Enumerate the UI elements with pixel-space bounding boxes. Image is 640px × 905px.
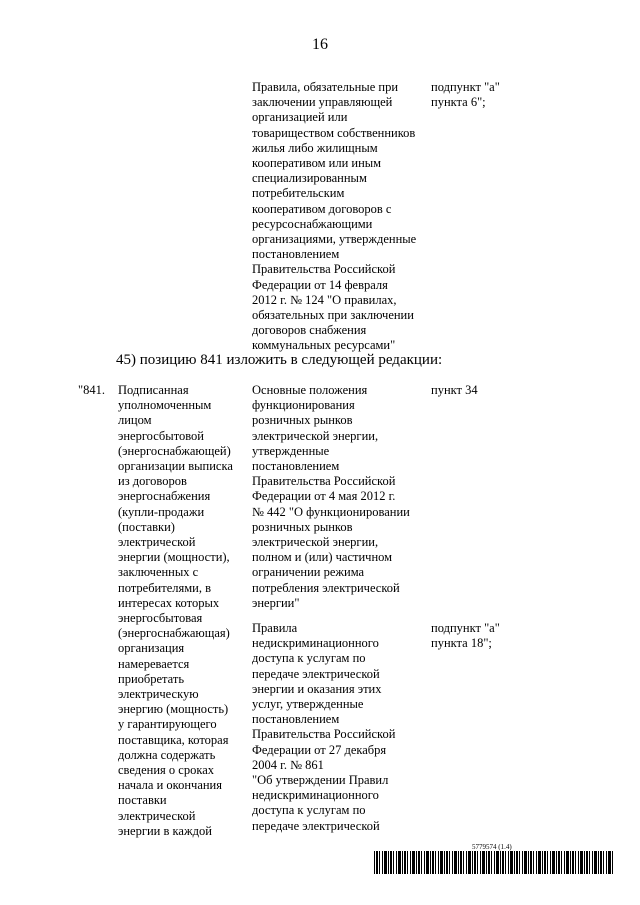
position-number: "841. xyxy=(78,383,105,397)
act-text-2: Правила недискриминационного доступа к услугам по передаче электрической энергии и оказания этих услуг, утвержденные постановлением Правительства Российской Федерации от 27 декабря 2004 г. № 861 "Об утверждении Правил недискриминационного доступа к услугам по передаче электрической xyxy=(252,621,396,833)
document-code: 5779574 (1.4) xyxy=(472,843,512,851)
reference-1: пункт 34 xyxy=(431,383,478,397)
top-reference: подпункт "а" пункта 6"; xyxy=(431,80,500,110)
top-act-text: Правила, обязательные при заключении управляющей организацией или товариществом собственников жилья либо жилищным кооперативом или иным специализированным потребительским кооперативом договоров с ресурсоснабжающими организациями, утвержденные постановлением Правительства Российской Федерации от 14 февраля 2012 г. № 124 "О правилах, обязательных при заключении договоров снабжения коммунальных ресурсами" xyxy=(252,80,417,353)
barcode xyxy=(374,851,614,874)
act-text-1: Основные положения функционирования розничных рынков электрической энергии, утвержденные постановлением Правительства Российской Федерации от 4 мая 2012 г. № 442 "О функционировании розничных рынков электрической энергии, полном и (или) частичном ограничении режима потребления электрической энергии" xyxy=(252,383,410,610)
document-description: Подписанная уполномоченным лицом энергосбытовой (энергоснабжающей) организации выписка из договоров энергоснабжения (купли-продажи (поставки) электрической энергии (мощности), заключенных с потребителями, в интересах которых энергосбытовая (энергоснабжающая) организация намеревается приобретать электрическую энергию (мощность) у гарантирующего поставщика, которая должна содержать сведения о сроках начала и окончания поставки электрической энергии в каждой xyxy=(118,383,233,838)
page-number: 16 xyxy=(312,36,328,53)
reference-2: подпункт "а" пункта 18"; xyxy=(431,621,500,651)
amendment-instruction: 45) позицию 841 изложить в следующей редакции: xyxy=(116,352,443,368)
